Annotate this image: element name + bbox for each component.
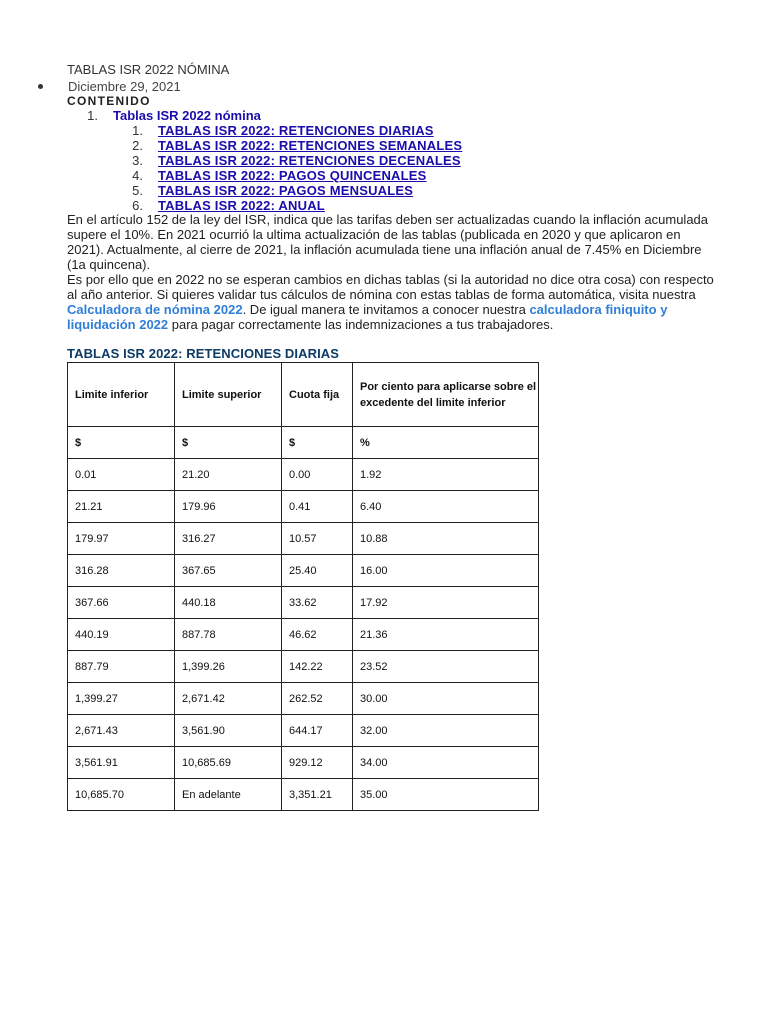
toc-link-quincenales[interactable]: TABLAS ISR 2022: PAGOS QUINCENALES (158, 168, 427, 183)
table-cell: En adelante (175, 779, 282, 811)
isr-daily-table (67, 362, 539, 811)
paragraph-calculators (67, 272, 717, 332)
table-cell: 142.22 (282, 651, 353, 683)
paragraph-text: . De igual manera te invitamos a conocer nuestra (242, 302, 530, 317)
table-cell: 0.00 (282, 459, 353, 491)
table-row (68, 715, 539, 747)
toc-subitem-diarias (67, 123, 462, 138)
table-cell: 30.00 (353, 683, 539, 715)
table-units-row (68, 427, 539, 459)
publish-date: Diciembre 29, 2021 (68, 79, 181, 94)
header-text: excedente del limite inferior (360, 396, 506, 409)
table-row (68, 651, 539, 683)
table-cell: 21.21 (68, 491, 175, 523)
table-cell: 10.57 (282, 523, 353, 555)
table-cell: 10,685.70 (68, 779, 175, 811)
table-cell: 887.79 (68, 651, 175, 683)
table-cell: 1,399.27 (68, 683, 175, 715)
contents-heading: CONTENIDO (67, 94, 151, 108)
paragraph-text: Es por ello que en 2022 no se esperan cambios en dichas tablas (si la autoridad no dice otra cosa) con respecto al año anterior. Si quieres validar tus cálculos de nómina con estas tablas de forma automática, visita nuestra (67, 272, 714, 302)
table-cell: 34.00 (353, 747, 539, 779)
toc-number: 2. (132, 138, 143, 153)
table-cell: 440.18 (175, 587, 282, 619)
toc-number: 3. (132, 153, 143, 168)
table-cell: 367.65 (175, 555, 282, 587)
page-title: TABLAS ISR 2022 NÓMINA (67, 62, 230, 77)
table-cell: 10,685.69 (175, 747, 282, 779)
table-row (68, 523, 539, 555)
table-cell: 1,399.26 (175, 651, 282, 683)
table-cell: 10.88 (353, 523, 539, 555)
header-text: Por ciento para aplicarse sobre el (360, 380, 537, 393)
bullet-icon (38, 84, 43, 89)
table-cell: 21.36 (353, 619, 539, 651)
severance-calculator-link[interactable]: calculadora finiquito y liquidación 2022 (67, 302, 668, 332)
toc-number: 5. (132, 183, 143, 198)
header-cell: Cuota fija (282, 363, 353, 427)
table-cell: 179.96 (175, 491, 282, 523)
table-cell: 33.62 (282, 587, 353, 619)
table-cell: 316.27 (175, 523, 282, 555)
toc-link-semanales[interactable]: TABLAS ISR 2022: RETENCIONES SEMANALES (158, 138, 463, 153)
toc-number: 1. (132, 123, 143, 138)
header-cell: Limite inferior (68, 363, 175, 427)
table-row (68, 683, 539, 715)
table-cell: 32.00 (353, 715, 539, 747)
unit-cell: $ (175, 427, 282, 459)
table-heading: TABLAS ISR 2022: RETENCIONES DIARIAS (67, 346, 340, 361)
table-cell: 23.52 (353, 651, 539, 683)
toc-subitem-anual (67, 198, 462, 213)
payroll-calculator-link[interactable]: Calculadora de nómina 2022 (67, 302, 243, 317)
table-cell: 16.00 (353, 555, 539, 587)
unit-cell: % (353, 427, 539, 459)
table-cell: 2,671.43 (68, 715, 175, 747)
table-cell: 25.40 (282, 555, 353, 587)
toc-number: 4. (132, 168, 143, 183)
table-cell: 6.40 (353, 491, 539, 523)
table-cell: 1.92 (353, 459, 539, 491)
table-cell: 3,351.21 (282, 779, 353, 811)
table-cell: 3,561.90 (175, 715, 282, 747)
header-cell: Limite superior (175, 363, 282, 427)
table-row (68, 555, 539, 587)
table-cell: 21.20 (175, 459, 282, 491)
toc-number: 1. (87, 108, 98, 123)
table-cell: 17.92 (353, 587, 539, 619)
paragraph-inflation: En el artículo 152 de la ley del ISR, indica que las tarifas deben ser actualizadas cuando la inflación acumulada supere el 10%. En 2021 ocurrió la ultima actualización de las tablas (publicada en 2020 y que aplicaron en 2021). Actualmente, al cierre de 2021, la inflación acumulada tiene una inflación anual de 7.45% en Diciembre (1a quincena). (67, 212, 709, 272)
unit-cell: $ (282, 427, 353, 459)
table-row (68, 619, 539, 651)
toc-link-anual[interactable]: TABLAS ISR 2022: ANUAL (158, 198, 325, 213)
table-cell: 316.28 (68, 555, 175, 587)
toc-subitem-semanales (67, 138, 462, 153)
table-row (68, 779, 539, 811)
header-cell (353, 363, 539, 427)
table-row (68, 459, 539, 491)
table-row (68, 587, 539, 619)
table-cell: 35.00 (353, 779, 539, 811)
table-cell: 644.17 (282, 715, 353, 747)
table-cell: 3,561.91 (68, 747, 175, 779)
toc-subitem-mensuales (67, 183, 462, 198)
table-cell: 0.41 (282, 491, 353, 523)
table-cell: 929.12 (282, 747, 353, 779)
table-cell: 2,671.42 (175, 683, 282, 715)
toc-item-top (67, 108, 462, 123)
table-row (68, 491, 539, 523)
toc-link-decenales[interactable]: TABLAS ISR 2022: RETENCIONES DECENALES (158, 153, 461, 168)
table-cell: 46.62 (282, 619, 353, 651)
toc-link-diarias[interactable]: TABLAS ISR 2022: RETENCIONES DIARIAS (158, 123, 434, 138)
table-cell: 262.52 (282, 683, 353, 715)
table-of-contents (67, 108, 462, 213)
toc-number: 6. (132, 198, 143, 213)
toc-subitem-quincenales (67, 168, 462, 183)
table-row (68, 747, 539, 779)
unit-cell: $ (68, 427, 175, 459)
toc-subitem-decenales (67, 153, 462, 168)
table-cell: 887.78 (175, 619, 282, 651)
date-list-item (38, 79, 181, 94)
table-cell: 440.19 (68, 619, 175, 651)
table-cell: 179.97 (68, 523, 175, 555)
table-cell: 0.01 (68, 459, 175, 491)
article-body (67, 212, 717, 332)
toc-link-nomina[interactable]: Tablas ISR 2022 nómina (113, 108, 261, 123)
table-header-row (68, 363, 539, 427)
paragraph-text: para pagar correctamente las indemnizaciones a tus trabajadores. (168, 317, 554, 332)
table-cell: 367.66 (68, 587, 175, 619)
toc-link-mensuales[interactable]: TABLAS ISR 2022: PAGOS MENSUALES (158, 183, 414, 198)
